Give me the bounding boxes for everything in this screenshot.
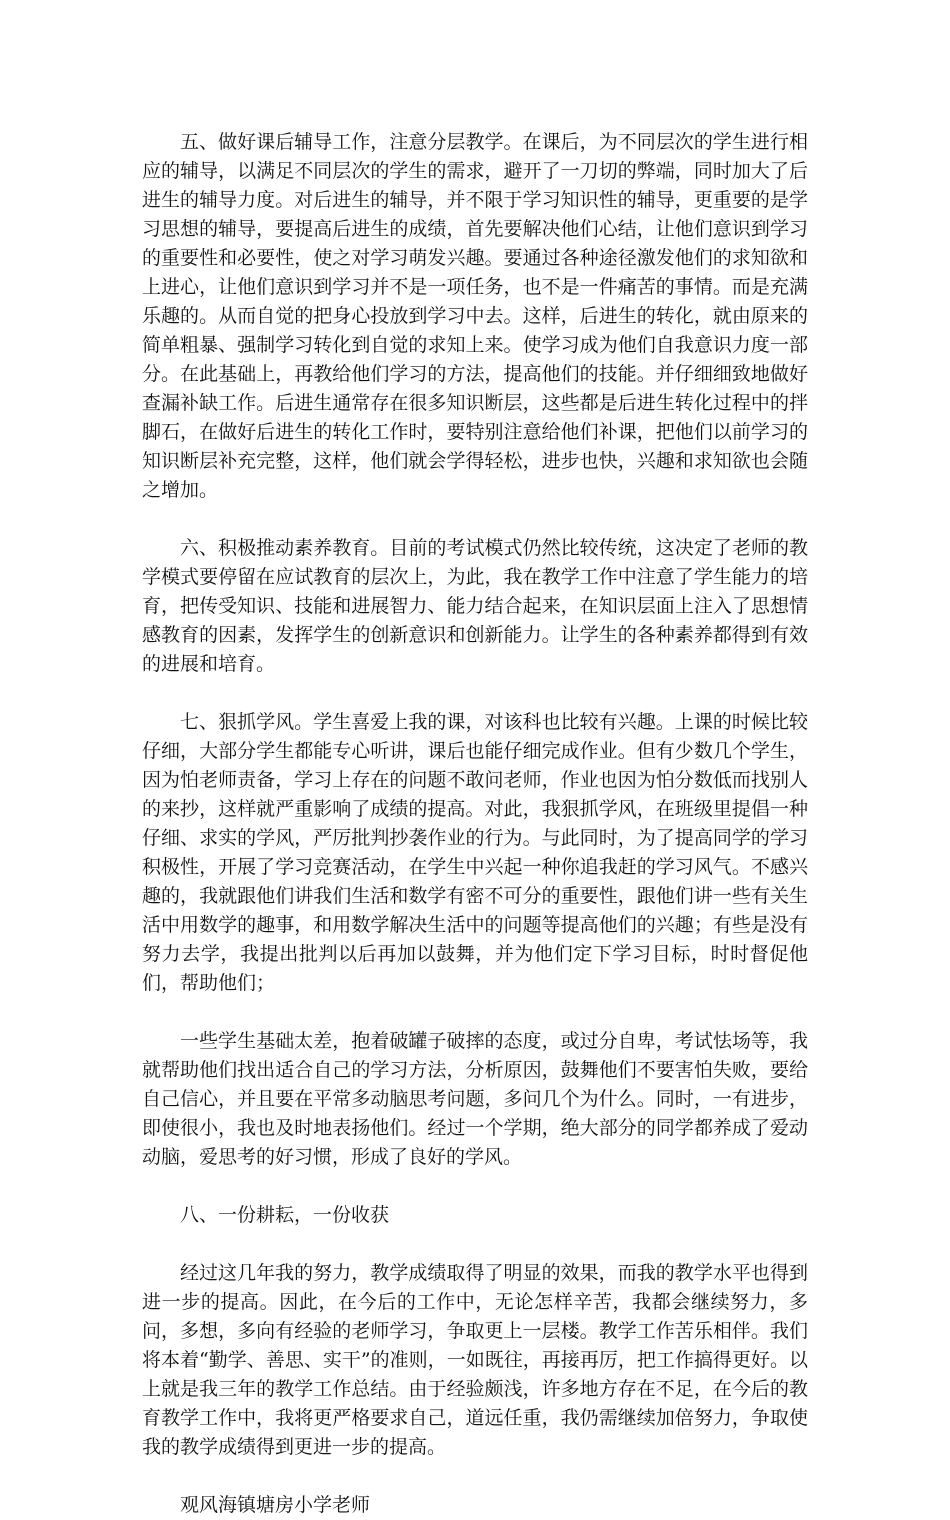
paragraph-summary: 经过这几年我的努力，教学成绩取得了明显的效果，而我的教学水平也得到进一步的提高。因此，在今后的工作中，无论怎样辛苦，我都会继续努力，多问，多想，多向有经验的老师学习，争取更上一层楼。教学工作苦乐相伴。我们将本着“勤学、善思、实干”的准则，一如既往，再接再厉，把工作搞得更好。以上就是我三年的教学工作总结。由于经验颇浅，许多地方存在不足，在今后的教育教学工作中，我将更严格要求自己，道远任重，我仍需继续加倍努力，争取使我的教学成绩得到更进一步的提高。 — [142, 1262, 808, 1458]
paragraph-section-5: 五、做好课后辅导工作，注意分层教学。在课后，为不同层次的学生进行相应的辅导，以满足不同层次的学生的需求，避开了一刀切的弊端，同时加大了后进生的辅导力度。对后进生的辅导，并不限于学习知识性的辅导，更重要的是学习思想的辅导，要提高后进生的成绩，首先要解决他们心结，让他们意识到学习的重要性和必要性，使之对学习萌发兴趣。要通过各种途径激发他们的求知欲和上进心，让他们意识到学习并不是一项任务，也不是一件痛苦的事情。而是充满乐趣的。从而自觉的把身心投放到学习中去。这样，后进生的转化，就由原来的简单粗暴、强制学习转化到自觉的求知上来。使学习成为他们自我意识力度一部分。在此基础上，再教给他们学习的方法，提高他们的技能。并仔细细致地做好查漏补缺工作。后进生通常存在很多知识断层，这些都是后进生转化过程中的拌脚石，在做好后进生的转化工作时，要特别注意给他们补课，把他们以前学习的知识断层补充完整，这样，他们就会学得轻松，进步也快，兴趣和求知欲也会随之增加。 — [142, 131, 808, 501]
paragraph-section-6: 六、积极推动素养教育。目前的考试模式仍然比较传统，这决定了老师的教学模式要停留在应试教育的层次上，为此，我在教学工作中注意了学生能力的培育，把传受知识、技能和进展智力、能力结合起来，在知识层面上注入了思想情感教育的因素，发挥学生的创新意识和创新能力。让学生的各种素养都得到有效的进展和培育。 — [142, 537, 808, 675]
signature: 观风海镇塘房小学老师 — [180, 1494, 371, 1516]
document-page — [142, 128, 808, 1520]
paragraph-section-7: 七、狠抓学风。学生喜爱上我的课，对该科也比较有兴趣。上课的时候比较仔细，大部分学生都能专心听讲，课后也能仔细完成作业。但有少数几个学生，因为怕老师责备，学习上存在的问题不敢问老师，作业也因为怕分数低而找别人的来抄，这样就严重影响了成绩的提高。对此，我狠抓学风，在班级里提倡一种仔细、求实的学风，严厉批判抄袭作业的行为。与此同时，为了提高同学的学习积极性，开展了学习竞赛活动，在学生中兴起一种你追我赶的学习风气。不感兴趣的，我就跟他们讲我们生活和数学有密不可分的重要性，跟他们讲一些有关生活中用数学的趣事，和用数学解决生活中的问题等提高他们的兴趣；有些是没有努力去学，我提出批判以后再加以鼓舞，并为他们定下学习目标，时时督促他们，帮助他们； — [142, 711, 808, 994]
heading-section-8: 八、一份耕耘，一份收获 — [180, 1204, 390, 1226]
paragraph-weak-students: 一些学生基础太差，抱着破罐子破摔的态度，或过分自卑，考试怯场等，我就帮助他们找出适合自己的学习方法，分析原因，鼓舞他们不要害怕失败，要给自己信心，并且要在平常多动脑思考问题，多问几个为什么。同时，一有进步，即使很小，我也及时地表扬他们。经过一个学期，绝大部分的同学都养成了爱动动脑，爱思考的好习惯，形成了良好的学风。 — [142, 1030, 808, 1168]
